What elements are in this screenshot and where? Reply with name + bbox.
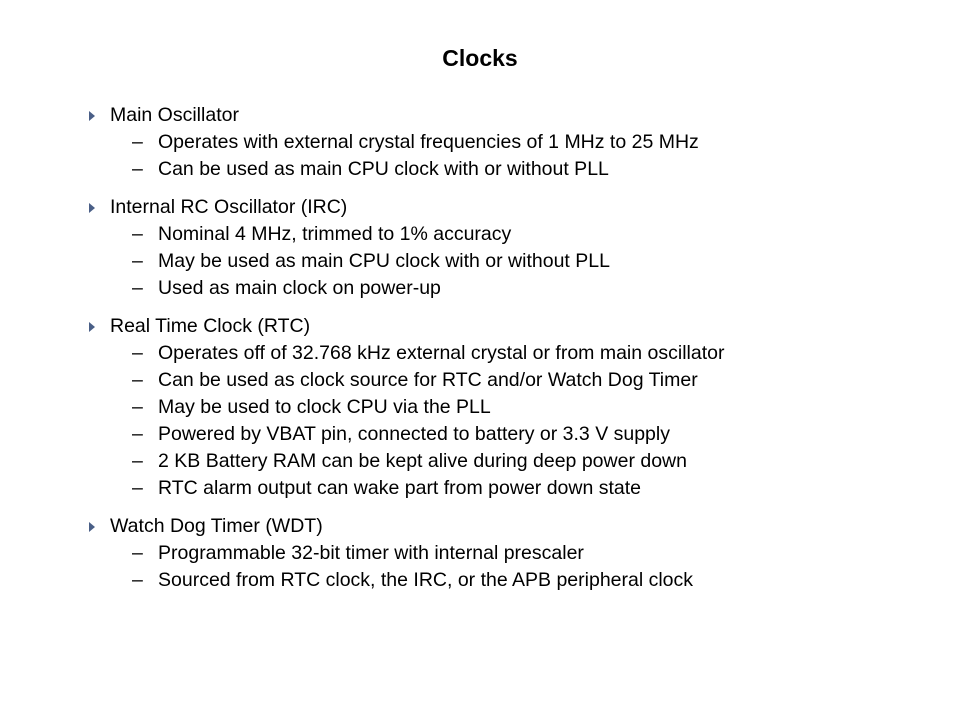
caret-right-icon [89, 203, 95, 213]
caret-right-icon [89, 111, 95, 121]
dash-marker: – [132, 131, 143, 153]
bullet-heading [86, 313, 926, 340]
sub-item-text: Sourced from RTC clock, the IRC, or the APB peripheral clock [158, 569, 694, 591]
slide-content [86, 102, 926, 605]
sub-item [86, 421, 926, 448]
dash-marker: – [132, 277, 143, 299]
dash-marker: – [132, 542, 143, 564]
sub-item-text: Programmable 32-bit timer with internal prescaler [158, 542, 584, 564]
section-watch-dog-timer [86, 513, 926, 594]
sub-item-text: Nominal 4 MHz, trimmed to 1% accuracy [158, 223, 512, 245]
bullet-heading-text: Real Time Clock (RTC) [110, 315, 311, 337]
sub-item-text: Used as main clock on power-up [158, 277, 441, 299]
sub-item [86, 248, 926, 275]
sub-item [86, 567, 926, 594]
dash-marker: – [132, 342, 143, 364]
dash-marker: – [132, 158, 143, 180]
sub-item-text: May be used as main CPU clock with or without PLL [158, 250, 610, 272]
sub-item [86, 340, 926, 367]
slide-title: Clocks [442, 45, 518, 71]
sub-item-text: Can be used as clock source for RTC and/or Watch Dog Timer [158, 369, 698, 391]
sub-item-text: 2 KB Battery RAM can be kept alive during deep power down [158, 450, 687, 472]
sub-item [86, 540, 926, 567]
bullet-heading [86, 194, 926, 221]
section-internal-rc-oscillator [86, 194, 926, 302]
bullet-heading-text: Watch Dog Timer (WDT) [110, 515, 323, 537]
sub-item-text: Operates off of 32.768 kHz external crystal or from main oscillator [158, 342, 725, 364]
bullet-heading-text: Internal RC Oscillator (IRC) [110, 196, 348, 218]
caret-right-icon [89, 322, 95, 332]
sub-item [86, 394, 926, 421]
caret-right-icon [89, 522, 95, 532]
sub-item [86, 129, 926, 156]
sub-list [86, 340, 926, 502]
dash-marker: – [132, 223, 143, 245]
dash-marker: – [132, 423, 143, 445]
sub-item [86, 448, 926, 475]
sub-item-text: May be used to clock CPU via the PLL [158, 396, 491, 418]
sub-list [86, 129, 926, 183]
dash-marker: – [132, 250, 143, 272]
sub-item [86, 367, 926, 394]
sub-list [86, 221, 926, 302]
dash-marker: – [132, 396, 143, 418]
bullet-heading [86, 513, 926, 540]
sub-item [86, 156, 926, 183]
sub-item-text: Can be used as main CPU clock with or without PLL [158, 158, 609, 180]
bullet-heading-text: Main Oscillator [110, 104, 239, 126]
dash-marker: – [132, 369, 143, 391]
section-real-time-clock [86, 313, 926, 502]
bullet-heading [86, 102, 926, 129]
sub-item [86, 475, 926, 502]
sub-item [86, 275, 926, 302]
sub-list [86, 540, 926, 594]
dash-marker: – [132, 569, 143, 591]
dash-marker: – [132, 477, 143, 499]
sub-item-text: RTC alarm output can wake part from power down state [158, 477, 642, 499]
section-main-oscillator [86, 102, 926, 183]
sub-item [86, 221, 926, 248]
sub-item-text: Operates with external crystal frequencies of 1 MHz to 25 MHz [158, 131, 699, 153]
sub-item-text: Powered by VBAT pin, connected to battery or 3.3 V supply [158, 423, 670, 445]
dash-marker: – [132, 450, 143, 472]
